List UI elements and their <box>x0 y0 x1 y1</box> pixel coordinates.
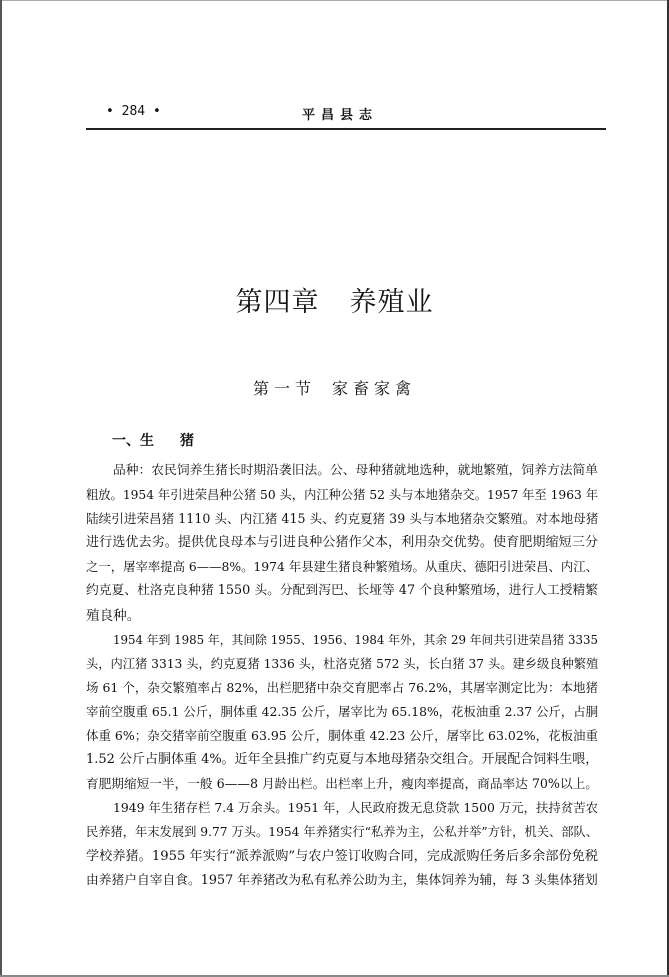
text-line: 场 61 个，杂交繁殖率占 82%，出栏肥猪中杂交育肥率占 76.2%，其屠宰测定比为：本地猪 <box>86 679 598 695</box>
text-line: 头，内江猪 3313 头，约克夏猪 1336 头，杜洛克猪 572 头，长白猪 37 头。建乡级良种繁殖 <box>86 656 599 671</box>
text-line: 陆续引进荣昌猪 1110 头、内江猪 415 头、约克夏猪 39 头与本地猪杂交繁殖。对本地母猪 <box>86 511 599 527</box>
text-line: 体重 6%；杂交猪宰前空腹重 63.95 公斤，胴体重 42.23 公斤，屠宰比 63.02%，花板油重 <box>86 728 598 744</box>
book-title: 平昌县志 <box>301 108 378 123</box>
text-line: 宰前空腹重 65.1 公斤，胴体重 42.35 公斤，屠宰比为 65.18%，花板油重 2.37 公斤，占胴 <box>86 703 598 719</box>
text-line: 民养猪，年末发展到 9.77 万头。1954 年养猪实行“私养为主，公私并举”方针，机关、部队、 <box>86 825 598 840</box>
chapter-number: 第四章 <box>235 287 320 318</box>
body-text <box>86 459 598 893</box>
text-line: 1.52 公斤占胴体重 4%。近年全县推广约克夏与本地母猪杂交组合。开展配合饲料生喂， <box>86 752 599 768</box>
paragraph <box>86 628 598 797</box>
text-line: 品种：农民饲养生猪长时期沿袭旧法。公、母种猪就地选种，就地繁殖，饲养方法简单 <box>113 463 598 478</box>
text-line: 1954 年到 1985 年，其间除 1955、1956、1984 年外，其余 29 年间共引进荣昌猪 3335 <box>113 632 598 647</box>
section-heading <box>0 376 669 399</box>
text-line: 由养猪户自宰自食。1957 年养猪改为私有私养公助为主，集体饲养为辅，每 3 头集体猪划 <box>86 872 598 888</box>
text-line: 育肥期缩短一半，一般 6——8 月龄出栏。出栏率上升，瘦肉率提高，商品率达 70%以上。 <box>86 776 598 792</box>
running-header <box>86 104 594 124</box>
chapter-title: 养殖业 <box>349 287 434 318</box>
paragraph <box>86 459 598 628</box>
text-line: 约克夏、杜洛克良种猪 1550 头。分配到泻巴、长垭等 47 个良种繁殖场，进行人工授精繁 <box>86 583 598 599</box>
text-line: 粗放。1954 年引进荣昌种公猪 50 头，内江种公猪 52 头与本地猪杂交。1957 年至 1963 年 <box>86 488 598 503</box>
scan-edge-left <box>0 0 2 977</box>
text-line: 殖良种。 <box>86 607 141 624</box>
text-line: 学校养猪。1955 年实行“派养派购”与农户签订收购合同，完成派购任务后多余部份免税 <box>86 848 598 864</box>
subsection-title: 猪 <box>180 433 194 449</box>
chapter-heading <box>0 280 669 319</box>
subsection-heading <box>112 430 194 450</box>
header-rule <box>86 128 606 130</box>
section-number: 第一节 <box>252 379 316 398</box>
text-line: 进行选优去劣。提供优良母本与引进良种公猪作父本，利用杂交优势。使育肥期缩短三分 <box>86 535 598 551</box>
text-line: 之一，屠宰率提高 6——8%。1974 年县建生猪良种繁殖场。从重庆、德阳引进荣昌、内江、 <box>86 560 598 575</box>
text-line: 1949 年生猪存栏 7.4 万余头。1951 年，人民政府拨无息贷款 1500 万元，扶持贫苦农 <box>113 800 598 816</box>
scan-edge-top <box>0 0 669 1</box>
page-number: • 284 • <box>106 104 161 119</box>
paragraph <box>86 796 598 892</box>
section-title: 家畜家禽 <box>332 379 417 398</box>
subsection-number: 一、生 <box>112 433 154 449</box>
